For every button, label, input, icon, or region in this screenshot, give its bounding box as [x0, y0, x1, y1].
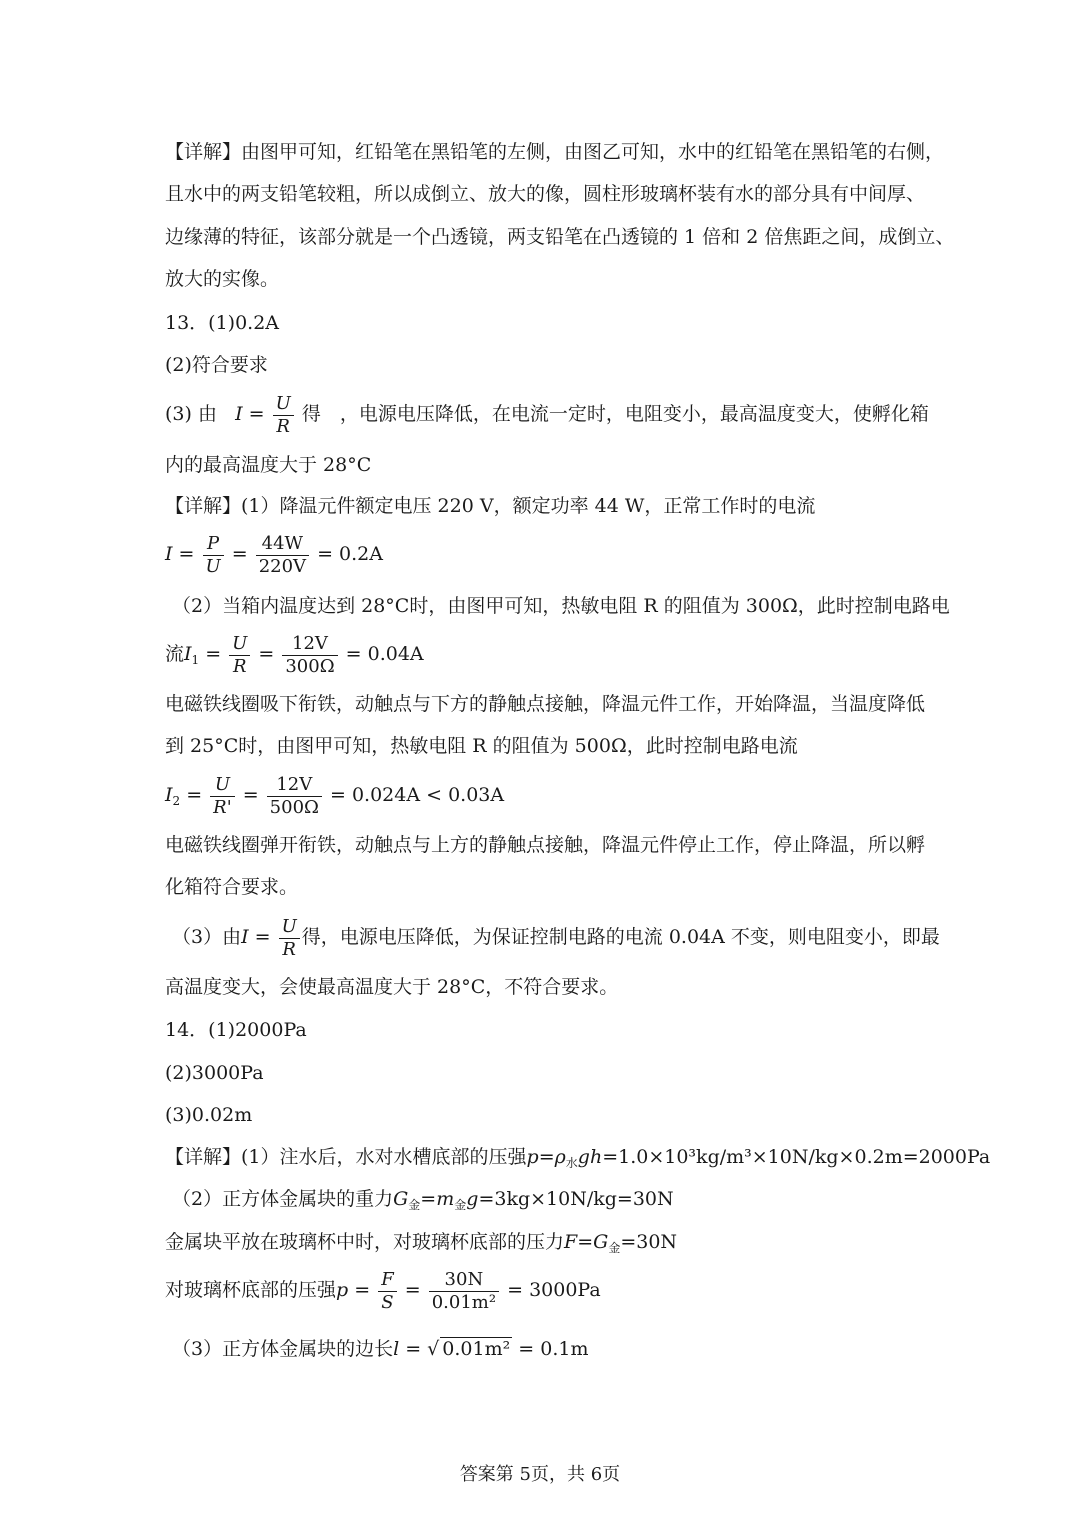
q14-detail-5: （3）正方体金属块的边长l = √ 0.01m² = 0.1m [172, 1338, 589, 1360]
q12-detail-line1: 【详解】由图甲可知，红铅笔在黑铅笔的左侧，由图乙可知，水中的红铅笔在黑铅笔的右侧， [165, 141, 945, 163]
q14-detail-4-text: 对玻璃杯底部的压强 [165, 1279, 337, 1301]
q14-detail-1: 【详解】(1）注水后，水对水槽底部的压强$p=\rho_水gh=1.0\times 10^3kg/m^3\times 10N/kg\times 0.2m=2000Pa$ [165, 1146, 991, 1170]
q14-detail-1-equation: =1.0×10³kg/m³×10N/kg×0.2m=2000Pa [602, 1146, 991, 1168]
eq5-result: = 0.1m [518, 1338, 589, 1360]
q14-detail-4: 对玻璃杯底部的压强p = $\frac{F}{S}$ = $\frac{30N}{\text{0.01m²}}$ = 3000Pa [165, 1268, 601, 1313]
q12-detail-line2: 且水中的两支铅笔较粗，所以成倒立、放大的像，圆柱形玻璃杯装有水的部分具有中间厚、 [165, 183, 926, 205]
q14-detail-3: 金属块平放在玻璃杯中时，对玻璃杯底部的压力$F=G_金=30N$ [165, 1231, 678, 1255]
q13-detail-3-prefix: 流 [165, 643, 185, 665]
eq1-result: = 0.2A [317, 543, 383, 565]
eq3-result: = 0.024A < 0.03A [330, 784, 505, 806]
q14-detail-3-equation: =30N [620, 1231, 678, 1253]
equation-current-i2: $I_2$ = $\frac{U}{R'}$ = $\frac{12V}{500\Omega}$ = 0.024A < 0.03A [165, 773, 505, 818]
eq2-denominator: 300Ω [285, 655, 335, 677]
q14-detail-2: （2）正方体金属块的重力$G_金=m_金g=3kg\times 10N/kg=30N$ [172, 1188, 674, 1212]
q13-detail-8-text: 得，电源电压降低，为保证控制电路的电流 0.04A 不变，则电阻变小，即最 [301, 926, 940, 948]
q14-detail-1-text: 【详解】(1）注水后，水对水槽底部的压强 [165, 1146, 527, 1168]
q12-detail-line3: 边缘薄的特征，该部分就是一个凸透镜，两支铅笔在凸透镜的 1 倍和 2 倍焦距之间，成倒立、 [165, 226, 955, 248]
eq2-result: = 0.04A [345, 643, 424, 665]
q13-detail-6: 电磁铁线圈弹开衔铁，动触点与上方的静触点接触，降温元件停止工作，停止降温，所以孵 [165, 834, 926, 856]
eq1-numerator: 44W [256, 533, 309, 556]
q14-answer-3: (3)0.02m [165, 1104, 253, 1126]
q14-detail-5-text: （3）正方体金属块的边长 [172, 1338, 394, 1360]
q13-detail-5: 到 25°C时，由图甲可知，热敏电阻 R 的阻值为 500Ω，此时控制电路电流 [165, 735, 798, 757]
q12-detail-line4: 放大的实像。 [165, 268, 280, 290]
eq3-denominator: 500Ω [269, 796, 319, 818]
q14-detail-2-text: （2）正方体金属块的重力 [172, 1188, 394, 1210]
q14-detail-2-equation: =3kg×10N/kg=30N [478, 1188, 674, 1210]
q13-detail-7: 化箱符合要求。 [165, 876, 299, 898]
q13-answer-2: (2)符合要求 [165, 354, 268, 376]
page-footer: 答案第 5页，共 6页 [459, 1464, 621, 1485]
equation-current-1: I = $\frac{P}{U}$ = $\frac{44W}{220V}$ = 0.2A [165, 532, 383, 577]
eq4-numerator: 30N [429, 1269, 499, 1292]
q14-answer-1: 14．(1)2000Pa [165, 1019, 307, 1041]
equation-current-i1: 流$I_1$ = $\frac{U}{R}$ = $\frac{12V}{300\Omega}$ = 0.04A [165, 632, 424, 677]
q13-detail-2: （2）当箱内温度达到 28°C时，由图甲可知，热敏电阻 R 的阻值为 300Ω，此时控制电路电 [172, 595, 950, 617]
q13-answer-3 [165, 390, 929, 438]
q14-answer-2: (2)3000Pa [165, 1062, 264, 1084]
eq5-radicand: 0.01m² [442, 1338, 511, 1360]
q13-answer-3-prefix: (3) 由 [165, 403, 217, 425]
formula-i-u-r: I = $\frac{U}{R}$ [223, 403, 296, 425]
eq1-denominator: 220V [258, 555, 307, 577]
q13-detail-1: 【详解】(1）降温元件额定电压 220 V，额定功率 44 W，正常工作时的电流 [165, 495, 816, 517]
q13-detail-4: 电磁铁线圈吸下衔铁，动触点与下方的静触点接触，降温元件工作，开始降温，当温度降低 [165, 693, 926, 715]
q13-answer-1: 13．(1)0.2A [165, 312, 280, 334]
q13-detail-8: （3）由I = $\frac{U}{R}$ 得，电源电压降低，为保证控制电路的电流 0.04A 不变，则电阻变小，即最 [172, 915, 940, 960]
q13-detail-8-prefix: （3）由 [172, 926, 242, 948]
q13-detail-9: 高温度变大，会使最高温度大于 28°C，不符合要求。 [165, 976, 619, 998]
eq2-numerator: 12V [282, 633, 337, 656]
q14-detail-3-text: 金属块平放在玻璃杯中时，对玻璃杯底部的压力 [165, 1231, 565, 1253]
eq4-denominator: 0.01m² [431, 1291, 497, 1313]
q13-answer-3-line2: 内的最高温度大于 28°C [165, 454, 372, 476]
eq4-result: = 3000Pa [507, 1279, 601, 1301]
q13-answer-3-text: 得 ，电源电压降低，在电流一定时，电阻变小，最高温度变大，使孵化箱 [301, 403, 929, 425]
eq3-numerator: 12V [267, 774, 322, 797]
